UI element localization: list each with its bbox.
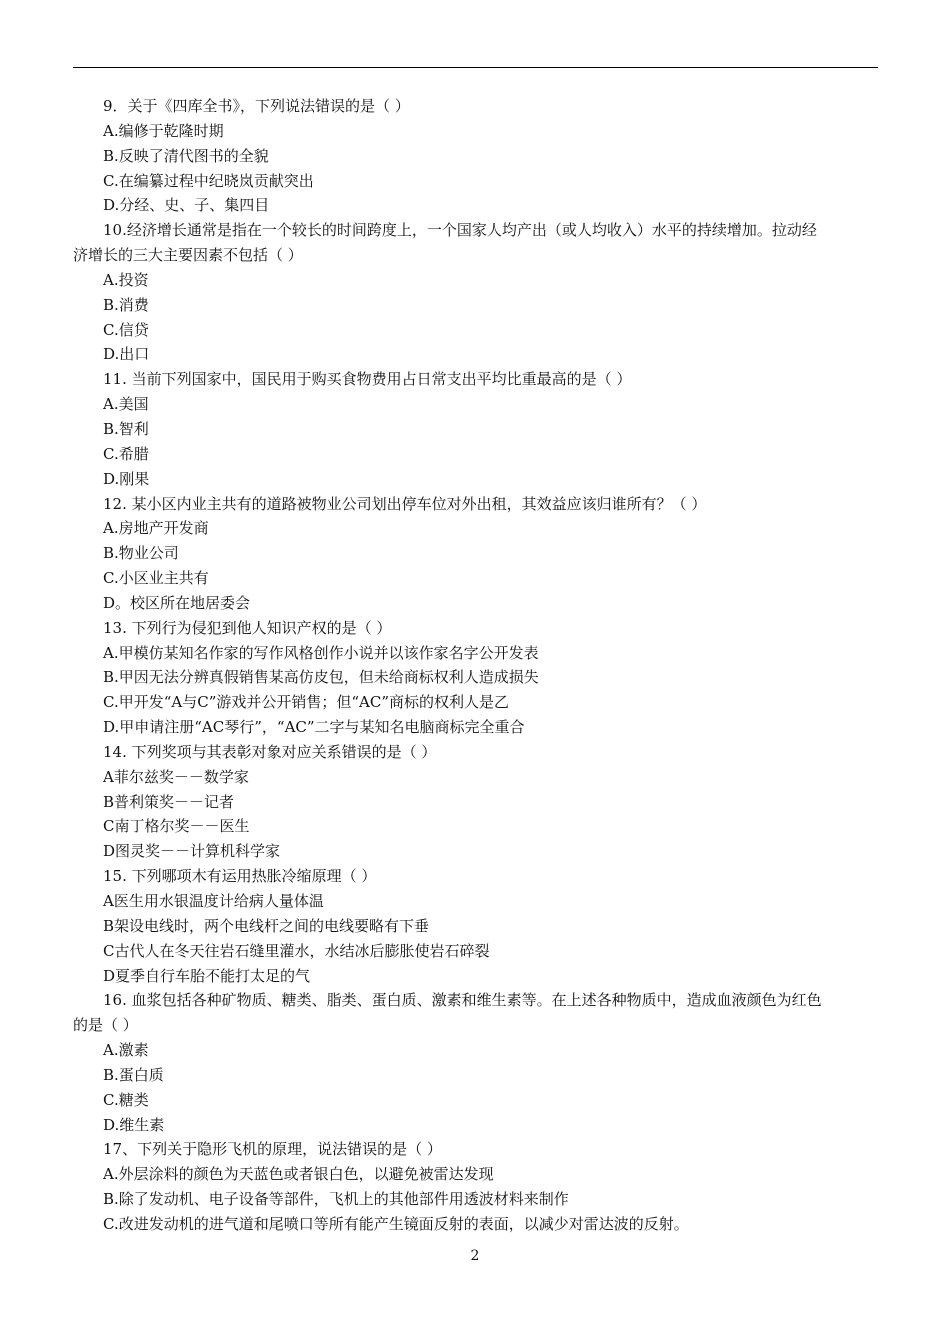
answer-option: A.激素 [103,1041,149,1060]
answer-option: B.消费 [103,295,149,314]
answer-option: D.甲申请注册“AC琴行”，“AC”二字与某知名电脑商标完全重合 [103,718,525,737]
answer-option: B.甲因无法分辨真假销售某高仿皮包，但未给商标权利人造成损失 [103,668,539,687]
page-number: 2 [470,1248,480,1264]
header-rule [73,67,878,68]
answer-option: B.物业公司 [103,544,179,563]
question-text: 16. 血浆包括各种矿物质、糖类、脂类、蛋白质、激素和维生素等。在上述各种物质中，造成血液颜色为红色 [103,991,822,1010]
answer-option: C.糖类 [103,1090,149,1109]
answer-option: A.投资 [103,270,149,289]
answer-option: B架设电线时，两个电线杆之间的电线要略有下垂 [103,916,430,935]
answer-option: C.希腊 [103,444,149,463]
question-text: 9．关于《四库全书》，下列说法错误的是（ ） [103,97,410,115]
question-text: 11. 当前下列国家中，国民用于购买食物费用占日常支出平均比重最高的是（ ） [103,370,632,389]
answer-option: C.改进发动机的进气道和尾喷口等所有能产生镜面反射的表面，以减少对雷达波的反射。 [103,1214,689,1233]
answer-option: C.甲开发“A与C”游戏并公开销售；但“AC”商标的权利人是乙 [103,693,510,712]
answer-option: C古代人在冬天往岩石缝里灌水，水结冰后膨胀使岩石碎裂 [103,941,490,960]
question-text-continued: 济增长的三大主要因素不包括（ ） [73,246,303,265]
question-text: 13. 下列行为侵犯到他人知识产权的是（ ） [103,618,392,637]
answer-option: D.出口 [103,345,150,364]
answer-option: C.信贷 [103,320,149,339]
answer-option: B.蛋白质 [103,1065,164,1084]
answer-option: D图灵奖－－计算机科学家 [103,842,281,861]
answer-option: D。校区所在地居委会 [103,593,251,612]
answer-option: B.智利 [103,419,149,438]
answer-option: D.刚果 [103,469,150,488]
answer-option: C.在编纂过程中纪晓岚贡献突出 [103,171,314,190]
question-text: 14. 下列奖项与其表彰对象对应关系错误的是（ ） [103,742,437,761]
answer-option: B.除了发动机、电子设备等部件，飞机上的其他部件用透波材料来制作 [103,1190,569,1209]
answer-option: B.反映了清代图书的全貌 [103,146,269,165]
answer-option: D.分经、史、子、集四目 [103,196,270,215]
answer-option: A.甲模仿某知名作家的写作风格创作小说并以该作家名字公开发表 [103,643,539,662]
answer-option: B普利策奖－－记者 [103,792,235,811]
answer-option: A.房地产开发商 [103,519,209,538]
answer-option: A菲尔兹奖－－数学家 [103,767,249,786]
question-text: 10.经济增长通常是指在一个较长的时间跨度上，一个国家人均产出（或人均收入）水平的持续增加。拉动经 [103,221,817,240]
answer-option: A.编修于乾隆时期 [103,121,224,140]
answer-option: D.维生素 [103,1115,165,1134]
question-text: 12. 某小区内业主共有的道路被物业公司划出停车位对外出租，其效益应该归谁所有？（ ） [103,494,707,513]
answer-option: A.美国 [103,395,149,414]
answer-option: A医生用水银温度计给病人量体温 [103,892,324,910]
document-body [73,94,878,1237]
question-text: 15. 下列哪项木有运用热胀冷缩原理（ ） [103,867,377,886]
answer-option: C.小区业主共有 [103,569,209,588]
answer-option: A.外层涂料的颜色为天蓝色或者银白色，以避免被雷达发现 [103,1165,494,1184]
answer-option: D夏季自行车胎不能打太足的气 [103,966,311,985]
question-text-continued: 的是（ ） [73,1016,138,1035]
question-text: 17、下列关于隐形飞机的原理，说法错误的是（ ） [103,1140,442,1159]
answer-option: C南丁格尔奖－－医生 [103,817,250,836]
